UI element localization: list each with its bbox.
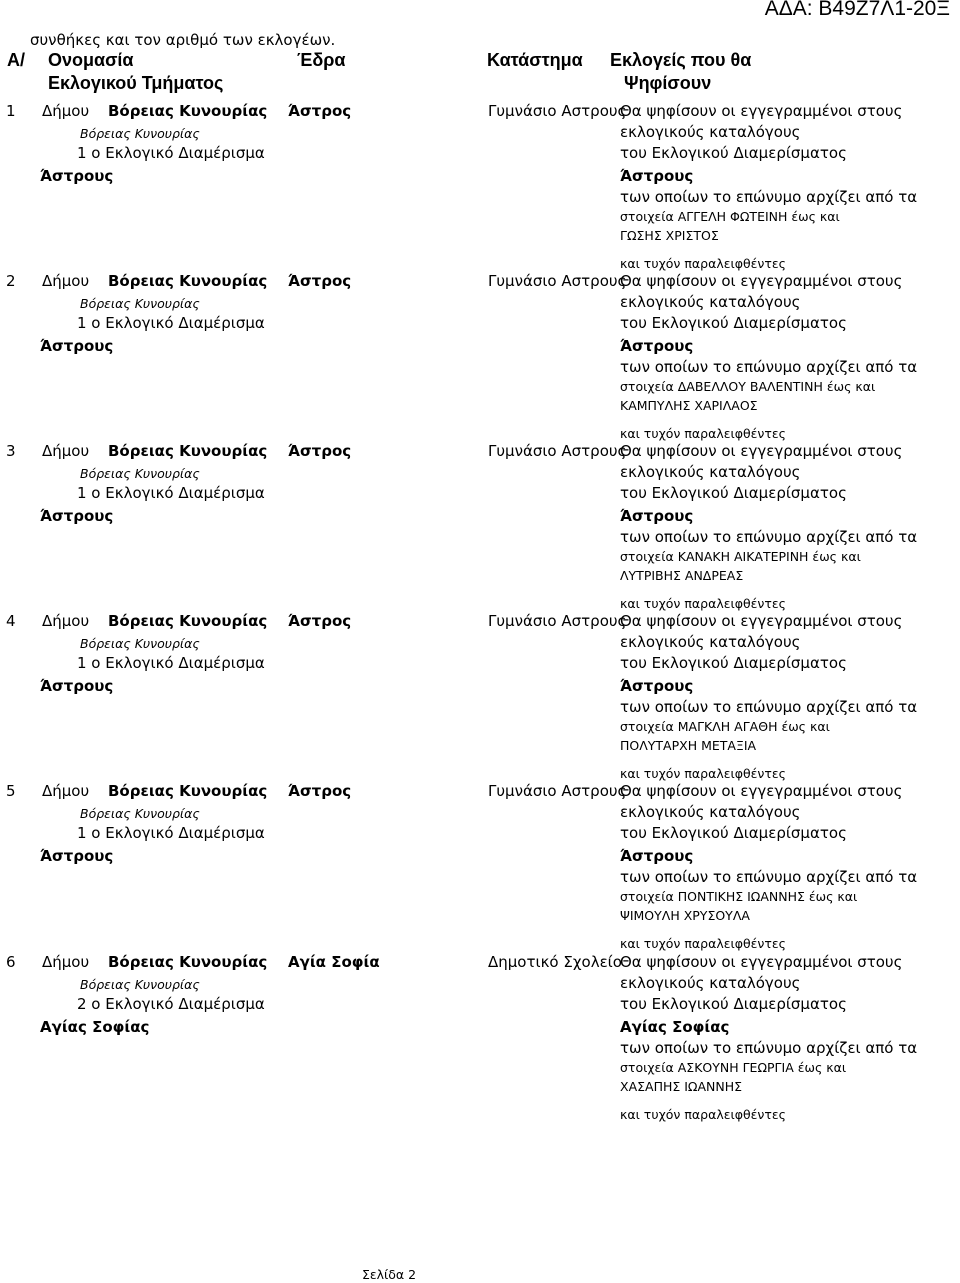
entry-municipality: Βόρειας Κυνουρίας — [108, 612, 268, 630]
entry-number: 5 — [6, 782, 16, 800]
col-voters-header-1: Εκλογείς που θα — [610, 50, 752, 70]
voters-line-1: Θα ψηφίσουν οι εγγεγραμμένοι στους — [620, 272, 903, 290]
intro-text: συνθήκες και τον αριθμό των εκλογέων. — [30, 31, 336, 49]
voters-line-3: του Εκλογικού Διαμερίσματος — [620, 314, 847, 332]
entry-district-name: Αγίας Σοφίας — [40, 1018, 150, 1036]
col-store-header: Κατάστημα — [487, 50, 583, 70]
entry-seat: Άστρος — [288, 102, 352, 120]
entry-store: Γυμνάσιο Αστρους — [488, 612, 627, 630]
entry-district: 2 ο Εκλογικό Διαμέρισμα — [77, 995, 265, 1013]
entry-name-prefix: Δήμου — [42, 953, 90, 971]
entry-row — [0, 103, 960, 273]
entry-store: Γυμνάσιο Αστρους — [488, 442, 627, 460]
entry-district-name: Άστρους — [40, 337, 114, 355]
entry-district-name: Άστρους — [40, 847, 114, 865]
entry-district-name: Άστρους — [40, 677, 114, 695]
voters-line-7: ΨΙΜΟΥΛΗ ΧΡΥΣΟΥΛΑ — [620, 908, 750, 923]
entry-municipality-small: Βόρειας Κυνουρίας — [80, 296, 200, 311]
voters-line-8: και τυχόν παραλειφθέντες — [620, 426, 786, 441]
entry-seat: Άστρος — [288, 442, 352, 460]
entry-number: 2 — [6, 272, 16, 290]
entry-name-prefix: Δήμου — [42, 442, 90, 460]
voters-line-6: στοιχεία ΔΑΒΕΛΛΟΥ ΒΑΛΕΝΤΙΝΗ έως και — [620, 379, 876, 394]
entry-name-prefix: Δήμου — [42, 612, 90, 630]
voters-line-5: των οποίων το επώνυμο αρχίζει από τα — [620, 868, 918, 886]
page-number: Σελίδα 2 — [362, 1267, 417, 1282]
entry-district: 1 ο Εκλογικό Διαμέρισμα — [77, 314, 265, 332]
entry-district: 1 ο Εκλογικό Διαμέρισμα — [77, 144, 265, 162]
voters-line-8: και τυχόν παραλειφθέντες — [620, 766, 786, 781]
entry-municipality: Βόρειας Κυνουρίας — [108, 442, 268, 460]
voters-line-1: Θα ψηφίσουν οι εγγεγραμμένοι στους — [620, 442, 903, 460]
entry-row — [0, 443, 960, 613]
entry-row — [0, 273, 960, 443]
entry-district: 1 ο Εκλογικό Διαμέρισμα — [77, 824, 265, 842]
voters-line-7: ΓΩΣΗΣ ΧΡΙΣΤΟΣ — [620, 228, 719, 243]
voters-line-1: Θα ψηφίσουν οι εγγεγραμμένοι στους — [620, 102, 903, 120]
entry-municipality: Βόρειας Κυνουρίας — [108, 953, 268, 971]
entry-municipality: Βόρειας Κυνουρίας — [108, 102, 268, 120]
entry-row — [0, 613, 960, 783]
col-voters-header-2: Ψηφίσουν — [624, 73, 712, 93]
entry-seat: Άστρος — [288, 782, 352, 800]
voters-line-8: και τυχόν παραλειφθέντες — [620, 1107, 786, 1122]
voters-line-3: του Εκλογικού Διαμερίσματος — [620, 144, 847, 162]
col-name-header-1: Ονομασία — [48, 50, 134, 70]
entry-municipality-small: Βόρειας Κυνουρίας — [80, 126, 200, 141]
voters-line-1: Θα ψηφίσουν οι εγγεγραμμένοι στους — [620, 612, 903, 630]
voters-line-4: Άστρους — [620, 677, 694, 695]
voters-line-2: εκλογικούς καταλόγους — [620, 293, 801, 311]
voters-line-1: Θα ψηφίσουν οι εγγεγραμμένοι στους — [620, 953, 903, 971]
voters-line-7: ΛΥΤΡΙΒΗΣ ΑΝΔΡΕΑΣ — [620, 568, 744, 583]
entry-municipality: Βόρειας Κυνουρίας — [108, 782, 268, 800]
entry-name-prefix: Δήμου — [42, 102, 90, 120]
voters-line-4: Άστρους — [620, 507, 694, 525]
entry-municipality-small: Βόρειας Κυνουρίας — [80, 977, 200, 992]
voters-line-2: εκλογικούς καταλόγους — [620, 803, 801, 821]
voters-line-4: Άστρους — [620, 337, 694, 355]
entry-number: 1 — [6, 102, 16, 120]
voters-line-2: εκλογικούς καταλόγους — [620, 633, 801, 651]
voters-line-3: του Εκλογικού Διαμερίσματος — [620, 995, 847, 1013]
entry-name-prefix: Δήμου — [42, 782, 90, 800]
entry-district: 1 ο Εκλογικό Διαμέρισμα — [77, 654, 265, 672]
entry-store: Γυμνάσιο Αστρους — [488, 782, 627, 800]
voters-line-1: Θα ψηφίσουν οι εγγεγραμμένοι στους — [620, 782, 903, 800]
col-seat-header: Έδρα — [297, 50, 346, 70]
voters-line-6: στοιχεία ΜΑΓΚΛΗ ΑΓΑΘΗ έως και — [620, 719, 830, 734]
entry-municipality-small: Βόρειας Κυνουρίας — [80, 466, 200, 481]
entry-number: 3 — [6, 442, 16, 460]
voters-line-3: του Εκλογικού Διαμερίσματος — [620, 824, 847, 842]
entry-seat: Άστρος — [288, 612, 352, 630]
entry-row — [0, 954, 960, 1124]
voters-line-6: στοιχεία ΚΑΝΑΚΗ ΑΙΚΑΤΕΡΙΝΗ έως και — [620, 549, 861, 564]
voters-line-2: εκλογικούς καταλόγους — [620, 123, 801, 141]
voters-line-4: Άστρους — [620, 167, 694, 185]
entry-municipality: Βόρειας Κυνουρίας — [108, 272, 268, 290]
voters-line-4: Αγίας Σοφίας — [620, 1018, 730, 1036]
voters-line-2: εκλογικούς καταλόγους — [620, 974, 801, 992]
voters-line-8: και τυχόν παραλειφθέντες — [620, 256, 786, 271]
entry-district: 1 ο Εκλογικό Διαμέρισμα — [77, 484, 265, 502]
voters-line-5: των οποίων το επώνυμο αρχίζει από τα — [620, 528, 918, 546]
entry-district-name: Άστρους — [40, 507, 114, 525]
entry-district-name: Άστρους — [40, 167, 114, 185]
entry-name-prefix: Δήμου — [42, 272, 90, 290]
voters-line-4: Άστρους — [620, 847, 694, 865]
voters-line-6: στοιχεία ΠΟΝΤΙΚΗΣ ΙΩΑΝΝΗΣ έως και — [620, 889, 858, 904]
entry-seat: Άστρος — [288, 272, 352, 290]
voters-line-8: και τυχόν παραλειφθέντες — [620, 936, 786, 951]
voters-line-5: των οποίων το επώνυμο αρχίζει από τα — [620, 188, 918, 206]
entry-store: Γυμνάσιο Αστρους — [488, 272, 627, 290]
voters-line-3: του Εκλογικού Διαμερίσματος — [620, 484, 847, 502]
entry-number: 4 — [6, 612, 16, 630]
voters-line-6: στοιχεία ΑΣΚΟΥΝΗ ΓΕΩΡΓΙΑ έως και — [620, 1060, 847, 1075]
voters-line-6: στοιχεία ΑΓΓΕΛΗ ΦΩΤΕΙΝΗ έως και — [620, 209, 840, 224]
entry-municipality-small: Βόρειας Κυνουρίας — [80, 806, 200, 821]
entry-seat: Αγία Σοφία — [288, 953, 380, 971]
voters-line-7: ΠΟΛΥΤΑΡΧΗ ΜΕΤΑΞΙΑ — [620, 738, 757, 753]
entry-store: Δημοτικό Σχολείο — [488, 953, 622, 971]
entry-store: Γυμνάσιο Αστρους — [488, 102, 627, 120]
voters-line-7: ΚΑΜΠΥΛΗΣ ΧΑΡΙΛΑΟΣ — [620, 398, 758, 413]
voters-line-3: του Εκλογικού Διαμερίσματος — [620, 654, 847, 672]
entry-municipality-small: Βόρειας Κυνουρίας — [80, 636, 200, 651]
col-name-header-2: Εκλογικού Τμήματος — [48, 73, 224, 93]
voters-line-5: των οποίων το επώνυμο αρχίζει από τα — [620, 1039, 918, 1057]
col-prefix-header: Α/ — [7, 50, 25, 70]
voters-line-8: και τυχόν παραλειφθέντες — [620, 596, 786, 611]
voters-line-5: των οποίων το επώνυμο αρχίζει από τα — [620, 358, 918, 376]
ada-code: ΑΔΑ: Β49Ζ7Λ1-20Ξ — [764, 0, 950, 20]
entry-number: 6 — [6, 953, 16, 971]
entry-row — [0, 783, 960, 953]
voters-line-5: των οποίων το επώνυμο αρχίζει από τα — [620, 698, 918, 716]
voters-line-2: εκλογικούς καταλόγους — [620, 463, 801, 481]
voters-line-7: ΧΑΣΑΠΗΣ ΙΩΑΝΝΗΣ — [620, 1079, 743, 1094]
